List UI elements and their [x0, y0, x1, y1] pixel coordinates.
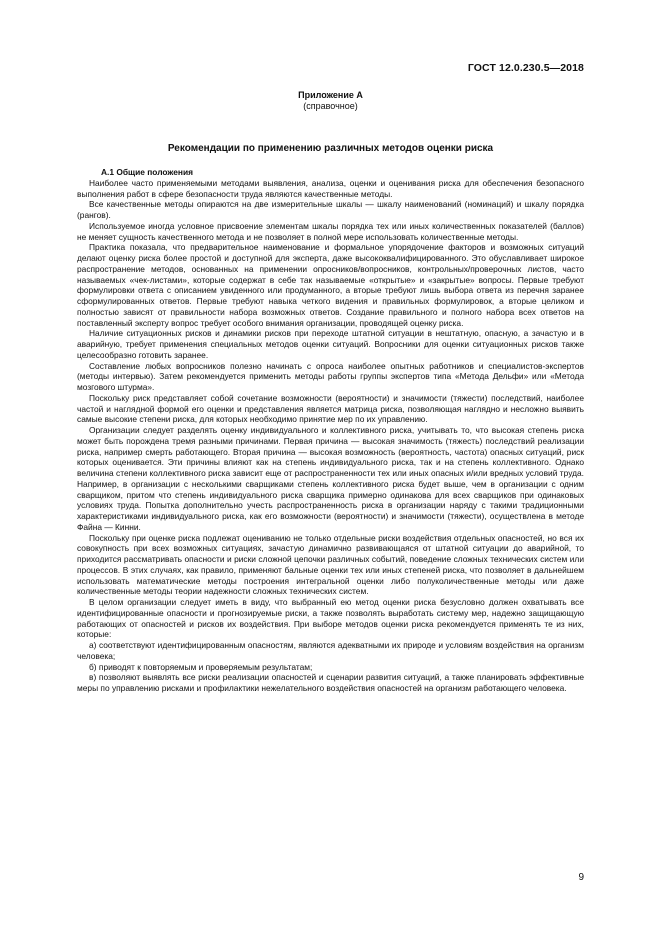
- annex-label: Приложение А: [298, 90, 363, 100]
- paragraph: Все качественные методы опираются на две измерительные шкалы — шкалу наименований (номинаций) и шкалу порядка (рангов).: [77, 199, 584, 220]
- paragraph: Используемое иногда условное присвоение элементам шкалы порядка тех или иных количественных показателей (баллов) не меняет сущность качественного метода и не позволяет в полной мере использовать количественные методы.: [77, 220, 584, 242]
- page-number: 9: [578, 872, 584, 883]
- list-item: б) приводят к повторяемым и проверяемым результатам;: [89, 661, 313, 672]
- section-heading: А.1 Общие положения: [101, 167, 194, 177]
- paragraph: Поскольку при оценке риска подлежат оцениванию не только отдельные риски воздействия отдельных опасностей, но вся их совокупность при всех возможных ситуациях, зачастую динамично развивающаяся от штатной ситуации до аварийной, то приходится рассматривать опасности и риски сложной цепочки различных событий, поведение сложных технических систем или процессов. В этих случаях, как правило, применяют бальные оценки тех или иных степеней риска, что позволяет в дальнейшем использовать математические методы построения интегральной оценки либо полуколичественные методы или даже количественные методы теории надежности сложных технических систем.: [77, 532, 584, 597]
- paragraph: Наличие ситуационных рисков и динамики рисков при переходе штатной ситуации в нештатную, опасную, а зачастую и в аварийную, требует применения специальных методов оценки ситуаций. Вопросники для оценки ситуационных рисков также целесообразно готовить заранее.: [77, 328, 584, 360]
- list-item: а) соответствуют идентифицированным опасностям, являются адекватными их природе и условиям воздействия на организм человека;: [77, 640, 584, 661]
- body-text: [77, 167, 584, 694]
- paragraph: Составление любых вопросников полезно начинать с опроса наиболее опытных работников и специалистов-экспертов (методы интервью). Затем рекомендуется применить методы работы группы экспертов типа «Метода Дельфи» или «Метода мозгового штурма».: [77, 360, 584, 392]
- paragraph: Организации следует разделять оценку индивидуального и коллективного риска, учитывать то, что высокая степень риска может быть порождена тремя разными причинами. Первая причина — высокая значимость (тяжесть) последствий реализации риска, например смерть работающего. Вторая причина — высокая возможность (вероятность, частота) опасных ситуаций, риск которых оценивается. Эти причины влияют как на степень индивидуального риска, так и на степень коллективного. Однако величина степени коллективного риска зависит еще от распространенности тех или иных опасных и/или вредных условий труда. Например, в организации с несколькими сварщиками степень коллективного риска будет выше, чем в организации с одним сварщиком, притом что степень индивидуального риска сварщика примерно одинакова для всех сварщиков при одинаковых условиях труда. Попытка дополнительно учесть распространенность риска в организации наряду с такими традиционными характеристиками индивидуального риска, как его возможности (вероятности) и значимости (тяжести), осуществлена в методе Файна — Кинни.: [77, 425, 584, 532]
- annex-type: (справочное): [303, 101, 358, 111]
- standard-code: ГОСТ 12.0.230.5—2018: [467, 62, 584, 74]
- document-title: Рекомендации по применению различных методов оценки риска: [167, 143, 494, 154]
- annex-heading: [0, 90, 661, 112]
- paragraph: Поскольку риск представляет собой сочетание возможности (вероятности) и значимости (тяжести) последствий, наиболее частой и наглядной формой его оценки и представления является матрица риска, позволяющая наглядно и несложно выявить самые высокие степени риска, для которых необходимо принятие мер по их управлению.: [77, 392, 584, 425]
- paragraph: Практика показала, что предварительное наименование и формальное упорядочение факторов и возможных ситуаций делают оценку риска более простой и доступной для эксперта, даже высококвалифицированного. Это обуславливает широкое распространение методов, основанных на применении опросников/вопросников, контрольных/проверочных листов, часто называемых «чек-листами», которые содержат в себе так называемые «открытые» и «закрытые» вопросы. Первые требуют формулировки ответа с описанием увиденного или продуманного, а вторые требуют лишь выбора ответа из перечня заранее сформулированных ответов. Первые требуют навыка четкого видения и правильных формулировок, а вторые целиком и полностью зависят от правильности набора возможных ответов. Создание правильного и полного набора всех ответов на поставленный эксперту вопрос требует особого внимания организации, проводящей оценку риска.: [77, 242, 584, 328]
- paragraph: В целом организации следует иметь в виду, что выбранный ею метод оценки риска безусловно должен охватывать все идентифицированные опасности и прогнозируемые риски, а также позволять выработать систему мер, надежно защищающую работающих от опасностей и рисков их воздействия. При выборе методов оценки риска рекомендуется применять те из них, которые:: [77, 597, 584, 640]
- paragraph: Наиболее часто применяемыми методами выявления, анализа, оценки и оценивания риска для обеспечения безопасного выполнения работ в сфере безопасности труда являются качественные методы.: [77, 177, 584, 199]
- list-item: в) позволяют выявлять все риски реализации опасностей и сценарии развития ситуаций, а также планировать эффективные меры по управлению рисками и профилактики нежелательного воздействия опасностей на организм работающего человека.: [77, 672, 584, 693]
